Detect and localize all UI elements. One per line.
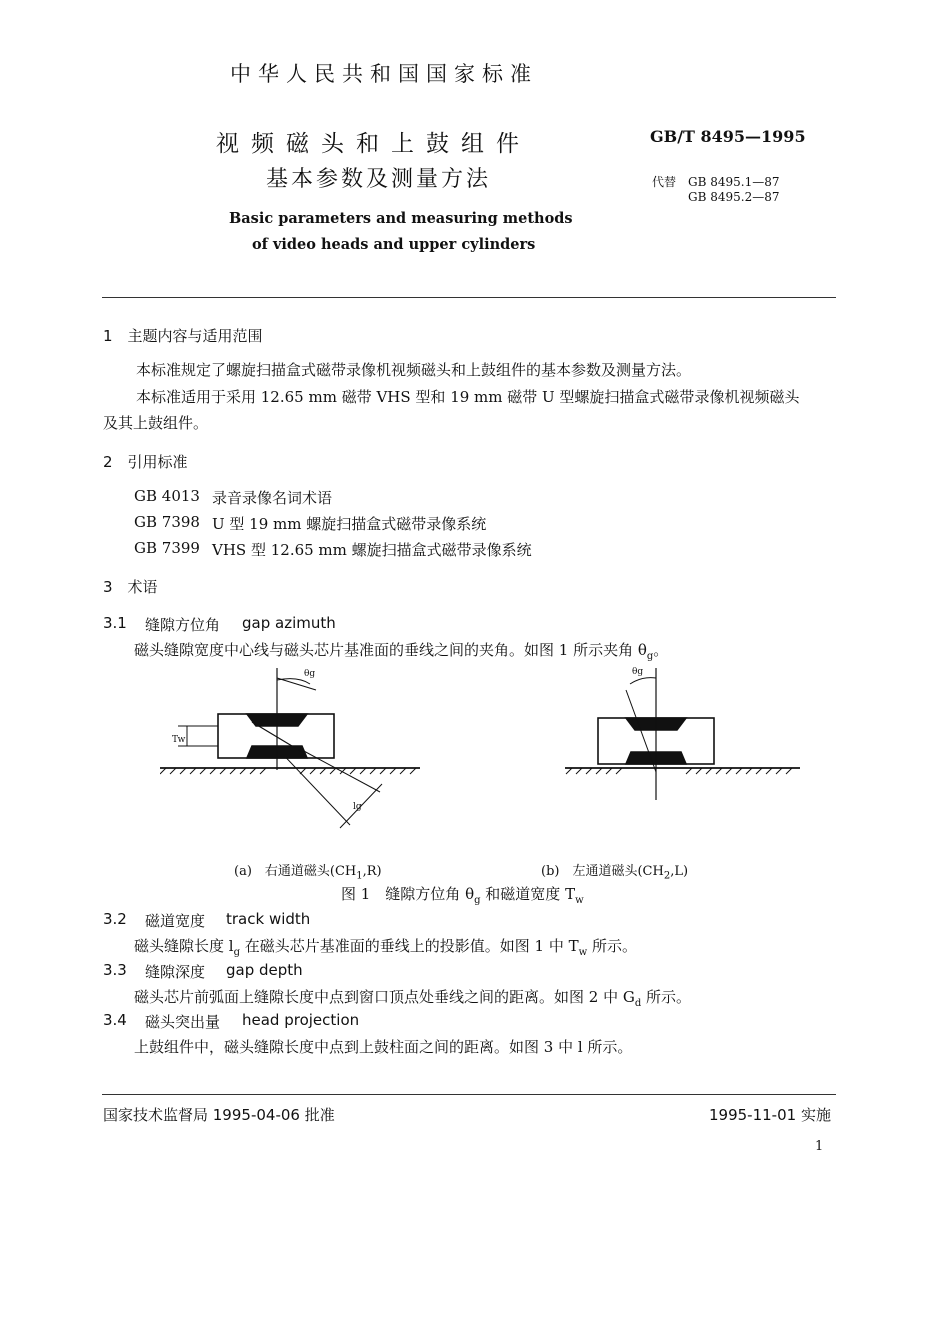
lg-label: lg — [353, 802, 362, 812]
title-en-line2: of video heads and upper cylinders — [252, 236, 536, 253]
title-en-line1: Basic parameters and measuring methods — [229, 210, 573, 227]
term-definition: 磁头缝隙长度 $l_g$ 在磁头芯片基准面的垂线上的投影值。如图 1 中 $T_w$ 所示。 — [134, 937, 637, 958]
term-en: track width — [226, 910, 311, 928]
replaces-standard-2: GB 8495.2—87 — [688, 190, 780, 204]
approval-date: 国家技术监督局 1995-04-06 批准 — [103, 1106, 335, 1124]
figure-1-caption: 图 1 缝隙方位角 $\theta_g$ 和磁道宽度 $T_w$ — [341, 885, 584, 906]
figure-1a-caption: (a) 右通道磁头$(CH_1,R)$ — [234, 864, 382, 882]
replaces-label: 代替 — [652, 175, 677, 189]
term-number: 3.2 — [103, 910, 127, 928]
section-2-heading: 2 引用标准 — [103, 453, 188, 471]
figure-1 — [160, 660, 800, 845]
page-number: 1 — [815, 1139, 824, 1154]
title-cn-line1: 视频磁头和上鼓组件 — [216, 131, 531, 157]
ref-code: GB 7399 — [134, 539, 200, 557]
figure-1b-caption: (b) 左通道磁头$(CH_2,L)$ — [541, 864, 689, 882]
header-divider — [102, 297, 836, 298]
standard-number: GB/T 8495—1995 — [650, 127, 806, 146]
term-number: 3.1 — [103, 614, 127, 632]
term-name: 缝隙深度 — [145, 963, 206, 981]
theta-g-label-b: θg — [632, 667, 644, 677]
replaces-standard-1: GB 8495.1—87 — [688, 175, 780, 189]
term-name: 缝隙方位角 — [145, 616, 221, 634]
figure-1a-drawing — [160, 668, 420, 828]
term-en: head projection — [242, 1011, 360, 1029]
effective-date: 1995-11-01 实施 — [709, 1106, 831, 1124]
ref-title: VHS 型 12.65 mm 螺旋扫描盒式磁带录像系统 — [212, 541, 532, 559]
term-en: gap depth — [226, 961, 303, 979]
section-1-heading: 1 主题内容与适用范围 — [103, 327, 263, 345]
footer-divider — [102, 1094, 836, 1095]
term-definition: 磁头缝隙宽度中心线与磁头芯片基准面的垂线之间的夹角。如图 1 所示夹角 $\theta_g$。 — [134, 641, 669, 662]
ref-title: U 型 19 mm 螺旋扫描盒式磁带录像系统 — [212, 515, 487, 533]
term-name: 磁头突出量 — [145, 1013, 221, 1031]
term-en: gap azimuth — [242, 614, 336, 632]
ref-code: GB 7398 — [134, 513, 200, 531]
figure-1b-drawing — [565, 668, 800, 800]
term-definition: 磁头芯片前弧面上缝隙长度中点到窗口顶点处垂线之间的距离。如图 2 中 $G_d$ 所示。 — [134, 988, 692, 1009]
ref-code: GB 4013 — [134, 487, 200, 505]
term-number: 3.4 — [103, 1011, 127, 1029]
section-1-para-1: 本标准规定了螺旋扫描盒式磁带录像机视频磁头和上鼓组件的基本参数及测量方法。 — [136, 361, 692, 379]
term-name: 磁道宽度 — [145, 912, 206, 930]
term-definition: 上鼓组件中，磁头缝隙长度中点到上鼓柱面之间的距离。如图 3 中 l 所示。 — [134, 1038, 633, 1056]
org-title: 中华人民共和国国家标准 — [230, 62, 538, 86]
ref-title: 录音录像名词术语 — [212, 489, 333, 507]
section-3-heading: 3 术语 — [103, 578, 158, 596]
title-cn-line2: 基本参数及测量方法 — [266, 167, 492, 192]
term-number: 3.3 — [103, 961, 127, 979]
theta-g-label-a: θg — [304, 669, 316, 679]
section-1-para-2-line-2: 及其上鼓组件。 — [103, 414, 209, 432]
tw-label: Tw — [172, 735, 186, 745]
section-1-para-2-line-1: 本标准适用于采用 12.65 mm 磁带 VHS 型和 19 mm 磁带 U 型螺旋扫描盒式磁带录像机视频磁头 — [136, 388, 800, 406]
